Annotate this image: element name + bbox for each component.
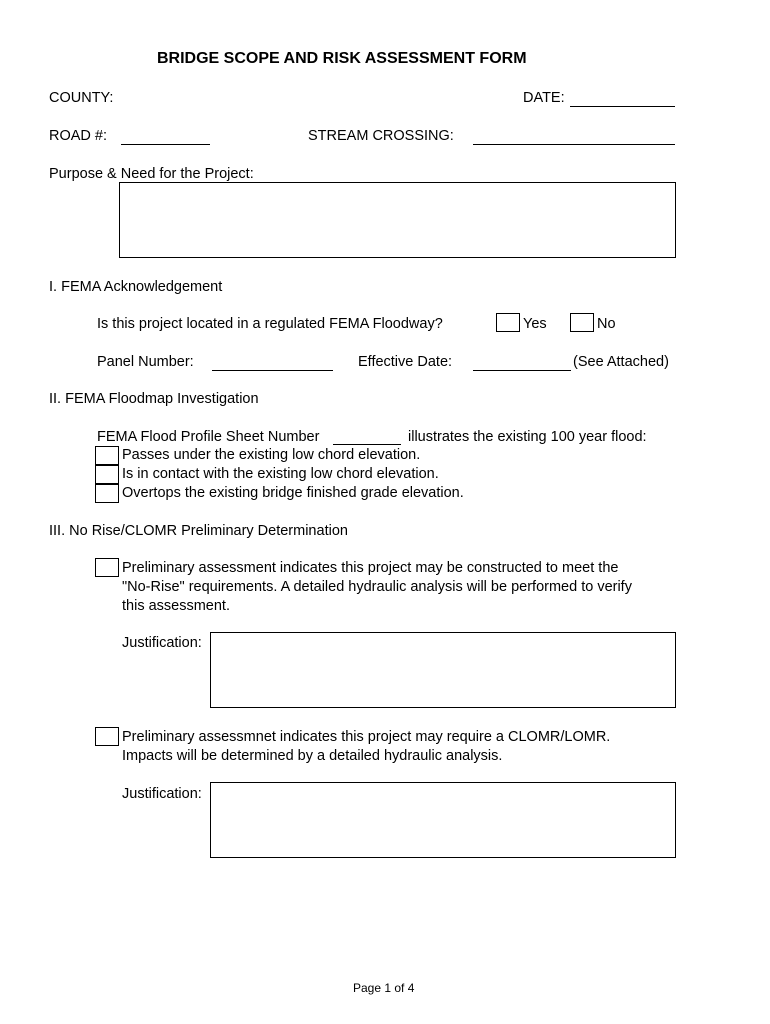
page-title: BRIDGE SCOPE AND RISK ASSESSMENT FORM (157, 50, 527, 67)
passes-under-label: Passes under the existing low chord elevation. (122, 447, 421, 463)
in-contact-checkbox[interactable] (95, 465, 119, 484)
date-label: DATE: (523, 90, 565, 106)
purpose-textarea[interactable] (119, 182, 676, 258)
road-field[interactable] (121, 144, 210, 145)
clomr-line: Preliminary assessmnet indicates this project may require a CLOMR/LOMR. (122, 729, 611, 745)
section-1-heading: I. FEMA Acknowledgement (49, 279, 223, 295)
effective-date-label: Effective Date: (358, 354, 453, 370)
no-rise-checkbox[interactable] (95, 558, 119, 577)
overtops-label: Overtops the existing bridge finished grade elevation. (122, 485, 464, 501)
no-rise-text (122, 559, 682, 616)
overtops-checkbox[interactable] (95, 484, 119, 503)
no-rise-line: this assessment. (122, 598, 230, 614)
county-label: COUNTY: (49, 90, 114, 106)
clomr-text (122, 728, 682, 766)
page-number: Page 1 of 4 (353, 981, 415, 995)
justification-1-textarea[interactable] (210, 632, 676, 708)
justification-1-label: Justification: (122, 635, 202, 651)
effective-date-field[interactable] (473, 370, 571, 371)
stream-crossing-label: STREAM CROSSING: (308, 128, 454, 144)
floodway-yes-label: Yes (523, 316, 547, 332)
floodway-question: Is this project located in a regulated FEMA Floodway? (97, 316, 443, 332)
section-3-heading: III. No Rise/CLOMR Preliminary Determination (49, 523, 348, 539)
profile-sheet-suffix: illustrates the existing 100 year flood: (408, 429, 647, 445)
no-rise-line: "No-Rise" requirements. A detailed hydraulic analysis will be performed to verify (122, 579, 632, 595)
floodway-no-label: No (597, 316, 616, 332)
profile-sheet-label: FEMA Flood Profile Sheet Number (97, 429, 320, 445)
see-attached-note: (See Attached) (573, 354, 669, 370)
clomr-checkbox[interactable] (95, 727, 119, 746)
purpose-label: Purpose & Need for the Project: (49, 166, 254, 182)
passes-under-checkbox[interactable] (95, 446, 119, 465)
profile-sheet-field[interactable] (333, 444, 401, 445)
justification-2-label: Justification: (122, 786, 202, 802)
panel-number-field[interactable] (212, 370, 333, 371)
section-2-heading: II. FEMA Floodmap Investigation (49, 391, 259, 407)
justification-2-textarea[interactable] (210, 782, 676, 858)
clomr-line: Impacts will be determined by a detailed hydraulic analysis. (122, 748, 503, 764)
date-field[interactable] (570, 106, 675, 107)
panel-number-label: Panel Number: (97, 354, 194, 370)
stream-crossing-field[interactable] (473, 144, 675, 145)
floodway-no-checkbox[interactable] (570, 313, 594, 332)
road-label: ROAD #: (49, 128, 108, 144)
no-rise-line: Preliminary assessment indicates this project may be constructed to meet the (122, 560, 619, 576)
floodway-yes-checkbox[interactable] (496, 313, 520, 332)
in-contact-label: Is in contact with the existing low chord elevation. (122, 466, 439, 482)
